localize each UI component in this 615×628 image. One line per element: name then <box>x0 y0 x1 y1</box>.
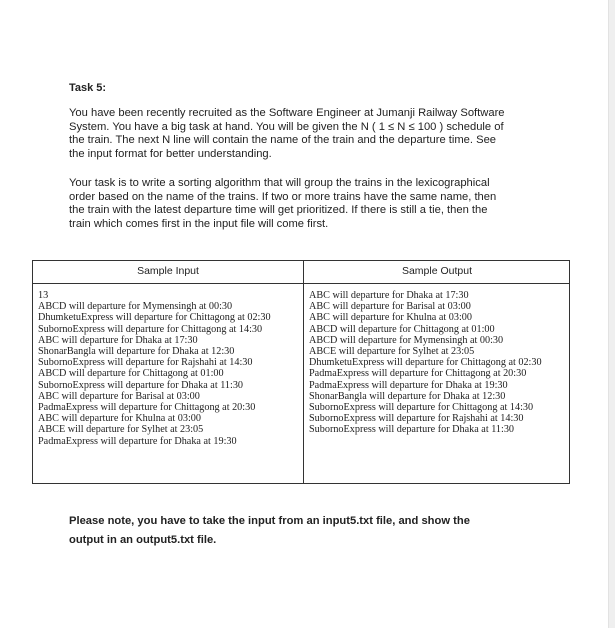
io-file-note <box>69 512 549 550</box>
output-line: PadmaExpress will departure for Dhaka at 19:30 <box>309 379 508 391</box>
output-line: ABCE will departure for Sylhet at 23:05 <box>309 346 475 358</box>
header-divider <box>33 283 569 284</box>
input-line: ABCD will departure for Mymensingh at 00:30 <box>38 301 233 313</box>
requirements-line: order based on the name of the trains. If two or more trains have the same name, then <box>69 190 497 203</box>
task-requirements <box>69 177 547 231</box>
description-line: System. You have a big task at hand. You will be given the N ( 1 ≤ N ≤ 100 ) schedule of <box>69 120 504 133</box>
input-line: PadmaExpress will departure for Chittagong at 20:30 <box>38 402 256 414</box>
output-line: SubornoExpress will departure for Chittagong at 14:30 <box>309 402 534 414</box>
output-line: ShonarBangla will departure for Dhaka at 12:30 <box>309 390 506 402</box>
input-line: SubornoExpress will departure for Chittagong at 14:30 <box>38 323 263 335</box>
input-line: PadmaExpress will departure for Dhaka at 19:30 <box>38 435 237 447</box>
input-line: ABCE will departure for Sylhet at 23:05 <box>38 424 204 436</box>
input-line: ABC will departure for Barisal at 03:00 <box>38 390 200 402</box>
input-line: ABC will departure for Dhaka at 17:30 <box>38 334 198 346</box>
requirements-line: Your task is to write a sorting algorithm that will group the trains in the lexicographical <box>69 177 490 189</box>
sample-output-header: Sample Output <box>401 265 473 277</box>
output-line: DhumketuExpress will departure for Chittagong at 02:30 <box>309 357 542 369</box>
output-line: ABC will departure for Barisal at 03:00 <box>309 301 471 313</box>
sample-output-content <box>309 290 542 436</box>
output-line: SubornoExpress will departure for Rajshahi at 14:30 <box>309 413 524 425</box>
note-line: Please note, you have to take the input from an input5.txt file, and show the <box>69 515 470 527</box>
input-line: ShonarBangla will departure for Dhaka at 12:30 <box>38 346 235 358</box>
input-line: 13 <box>38 290 49 301</box>
requirements-line: train which comes first in the input file will come first. <box>69 217 329 230</box>
input-line: SubornoExpress will departure for Dhaka at 11:30 <box>38 379 244 391</box>
output-line: ABCD will departure for Chittagong at 01:00 <box>309 323 495 335</box>
input-line: SubornoExpress will departure for Rajshahi at 14:30 <box>38 357 253 369</box>
sample-input-content <box>38 290 271 447</box>
sample-input-header: Sample Input <box>137 265 199 277</box>
description-line: the train. The next N line will contain the name of the train and the departure time. See <box>69 134 497 147</box>
input-line: ABC will departure for Khulna at 03:00 <box>38 413 201 425</box>
page-right-edge <box>608 0 615 628</box>
output-line: ABCD will departure for Mymensingh at 00:30 <box>309 334 504 346</box>
description-line: the input format for better understanding. <box>69 147 272 160</box>
description-line: You have been recently recruited as the Software Engineer at Jumanji Railway Software <box>69 107 505 119</box>
output-line: ABC will departure for Khulna at 03:00 <box>309 312 472 324</box>
input-line: ABCD will departure for Chittagong at 01:00 <box>38 368 224 380</box>
input-line: DhumketuExpress will departure for Chittagong at 02:30 <box>38 312 271 324</box>
requirements-line: the train with the latest departure time will get prioritized. If there is still a tie, then the <box>69 204 488 217</box>
output-line: ABC will departure for Dhaka at 17:30 <box>309 290 469 301</box>
output-line: SubornoExpress will departure for Dhaka at 11:30 <box>309 424 515 436</box>
note-line: output in an output5.txt file. <box>69 534 217 546</box>
task-description <box>69 107 547 161</box>
output-line: PadmaExpress will departure for Chittagong at 20:30 <box>309 368 527 380</box>
sample-io-table <box>32 260 570 484</box>
task-title: Task 5: <box>69 82 107 94</box>
column-divider <box>303 261 304 483</box>
